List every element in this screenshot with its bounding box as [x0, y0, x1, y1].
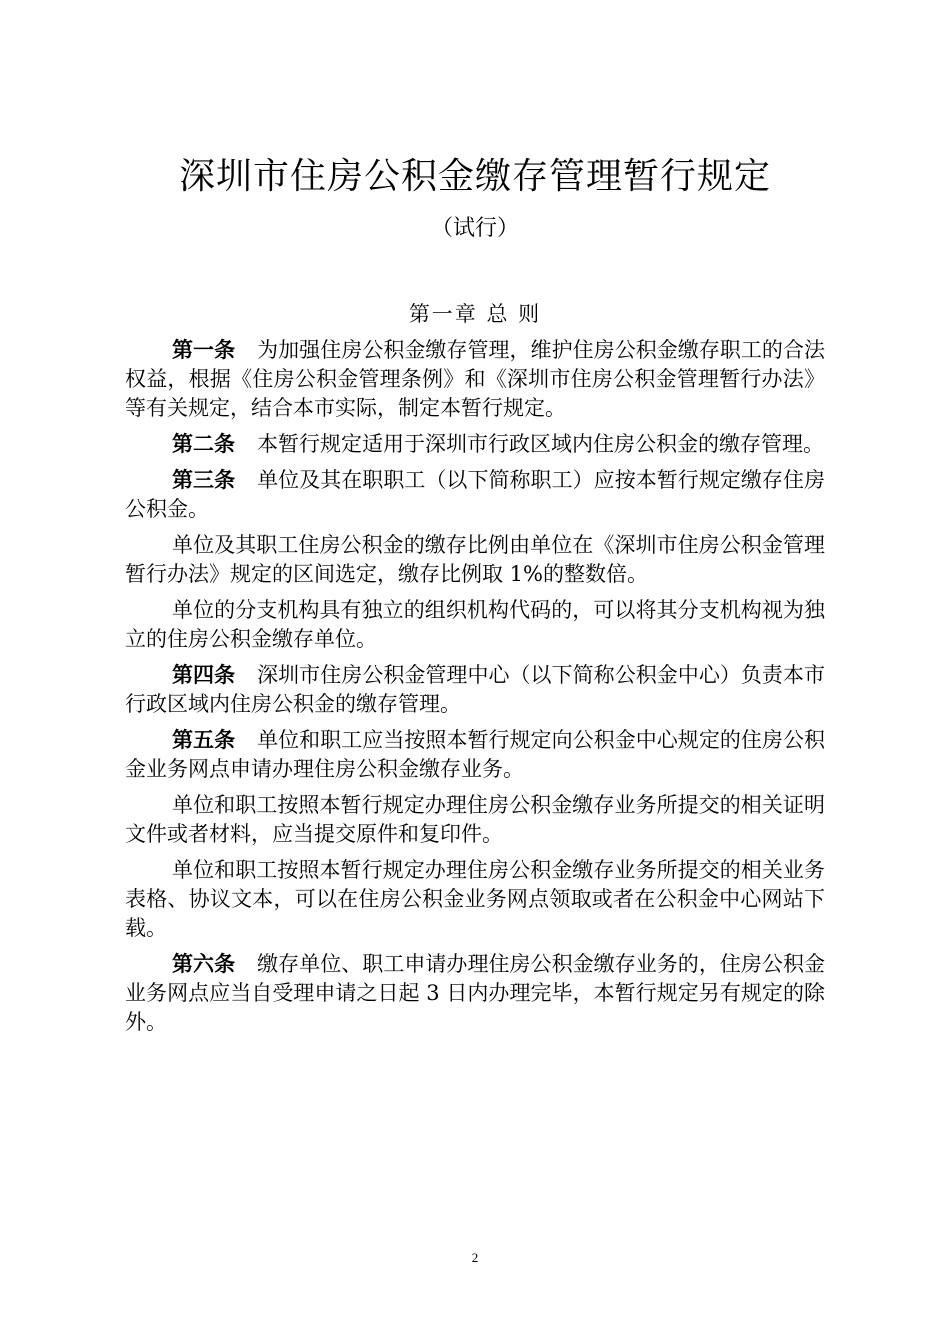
paragraph-text: 深圳市住房公积金管理中心（以下简称公积金中心）负责本市行政区域内住房公积金的缴存管理。	[125, 663, 826, 716]
article-number: 第六条	[172, 952, 236, 976]
paragraph-text: 单位和职工按照本暂行规定办理住房公积金缴存业务所提交的相关业务表格、协议文本，可以在住房公积金业务网点领取或者在公积金中心网站下载。	[125, 858, 825, 940]
article-number: 第四条	[172, 663, 236, 687]
paragraph-text: 为加强住房公积金缴存管理，维护住房公积金缴存职工的合法权益，根据《住房公积金管理条例》和《深圳市住房公积金管理暂行办法》等有关规定，结合本市实际，制定本暂行规定。	[125, 338, 826, 420]
paragraph-text: 本暂行规定适用于深圳市行政区域内住房公积金的缴存管理。	[257, 432, 824, 456]
paragraph	[125, 856, 825, 943]
paragraph-text: 单位及其职工住房公积金的缴存比例由单位在《深圳市住房公积金管理暂行办法》规定的区间选定，缴存比例取 1%的整数倍。	[125, 533, 825, 586]
paragraph	[125, 596, 825, 654]
chapter-heading: 第一章 总 则	[408, 302, 542, 326]
article-number: 第三条	[172, 468, 236, 492]
article-number: 第五条	[172, 728, 236, 752]
paragraph	[125, 726, 825, 784]
document-title: 深圳市住房公积金缴存管理暂行规定	[178, 156, 771, 197]
paragraph-text: 单位的分支机构具有独立的组织机构代码的，可以将其分支机构视为独立的住房公积金缴存单位。	[125, 598, 825, 651]
paragraph-text: 单位和职工应当按照本暂行规定向公积金中心规定的住房公积金业务网点申请办理住房公积金缴存业务。	[125, 728, 826, 781]
page-number: 2	[471, 1250, 479, 1265]
paragraph	[125, 336, 825, 423]
document-body	[125, 300, 825, 1044]
document-subtitle: （试行）	[430, 216, 519, 241]
article-number: 第一条	[172, 338, 236, 362]
article-number: 第二条	[172, 432, 235, 456]
paragraph	[125, 661, 825, 719]
paragraph	[125, 950, 825, 1037]
paragraph-text: 缴存单位、职工申请办理住房公积金缴存业务的，住房公积金业务网点应当自受理申请之日起 3 日内办理完毕，本暂行规定另有规定的除外。	[125, 952, 826, 1034]
paragraph	[125, 531, 825, 589]
paragraph	[125, 430, 825, 459]
paragraph-text: 单位和职工按照本暂行规定办理住房公积金缴存业务所提交的相关证明文件或者材料，应当提交原件和复印件。	[125, 793, 825, 846]
paragraph-text: 单位及其在职职工（以下简称职工）应按本暂行规定缴存住房公积金。	[125, 468, 826, 521]
paragraph	[125, 791, 825, 849]
paragraph	[125, 466, 825, 524]
